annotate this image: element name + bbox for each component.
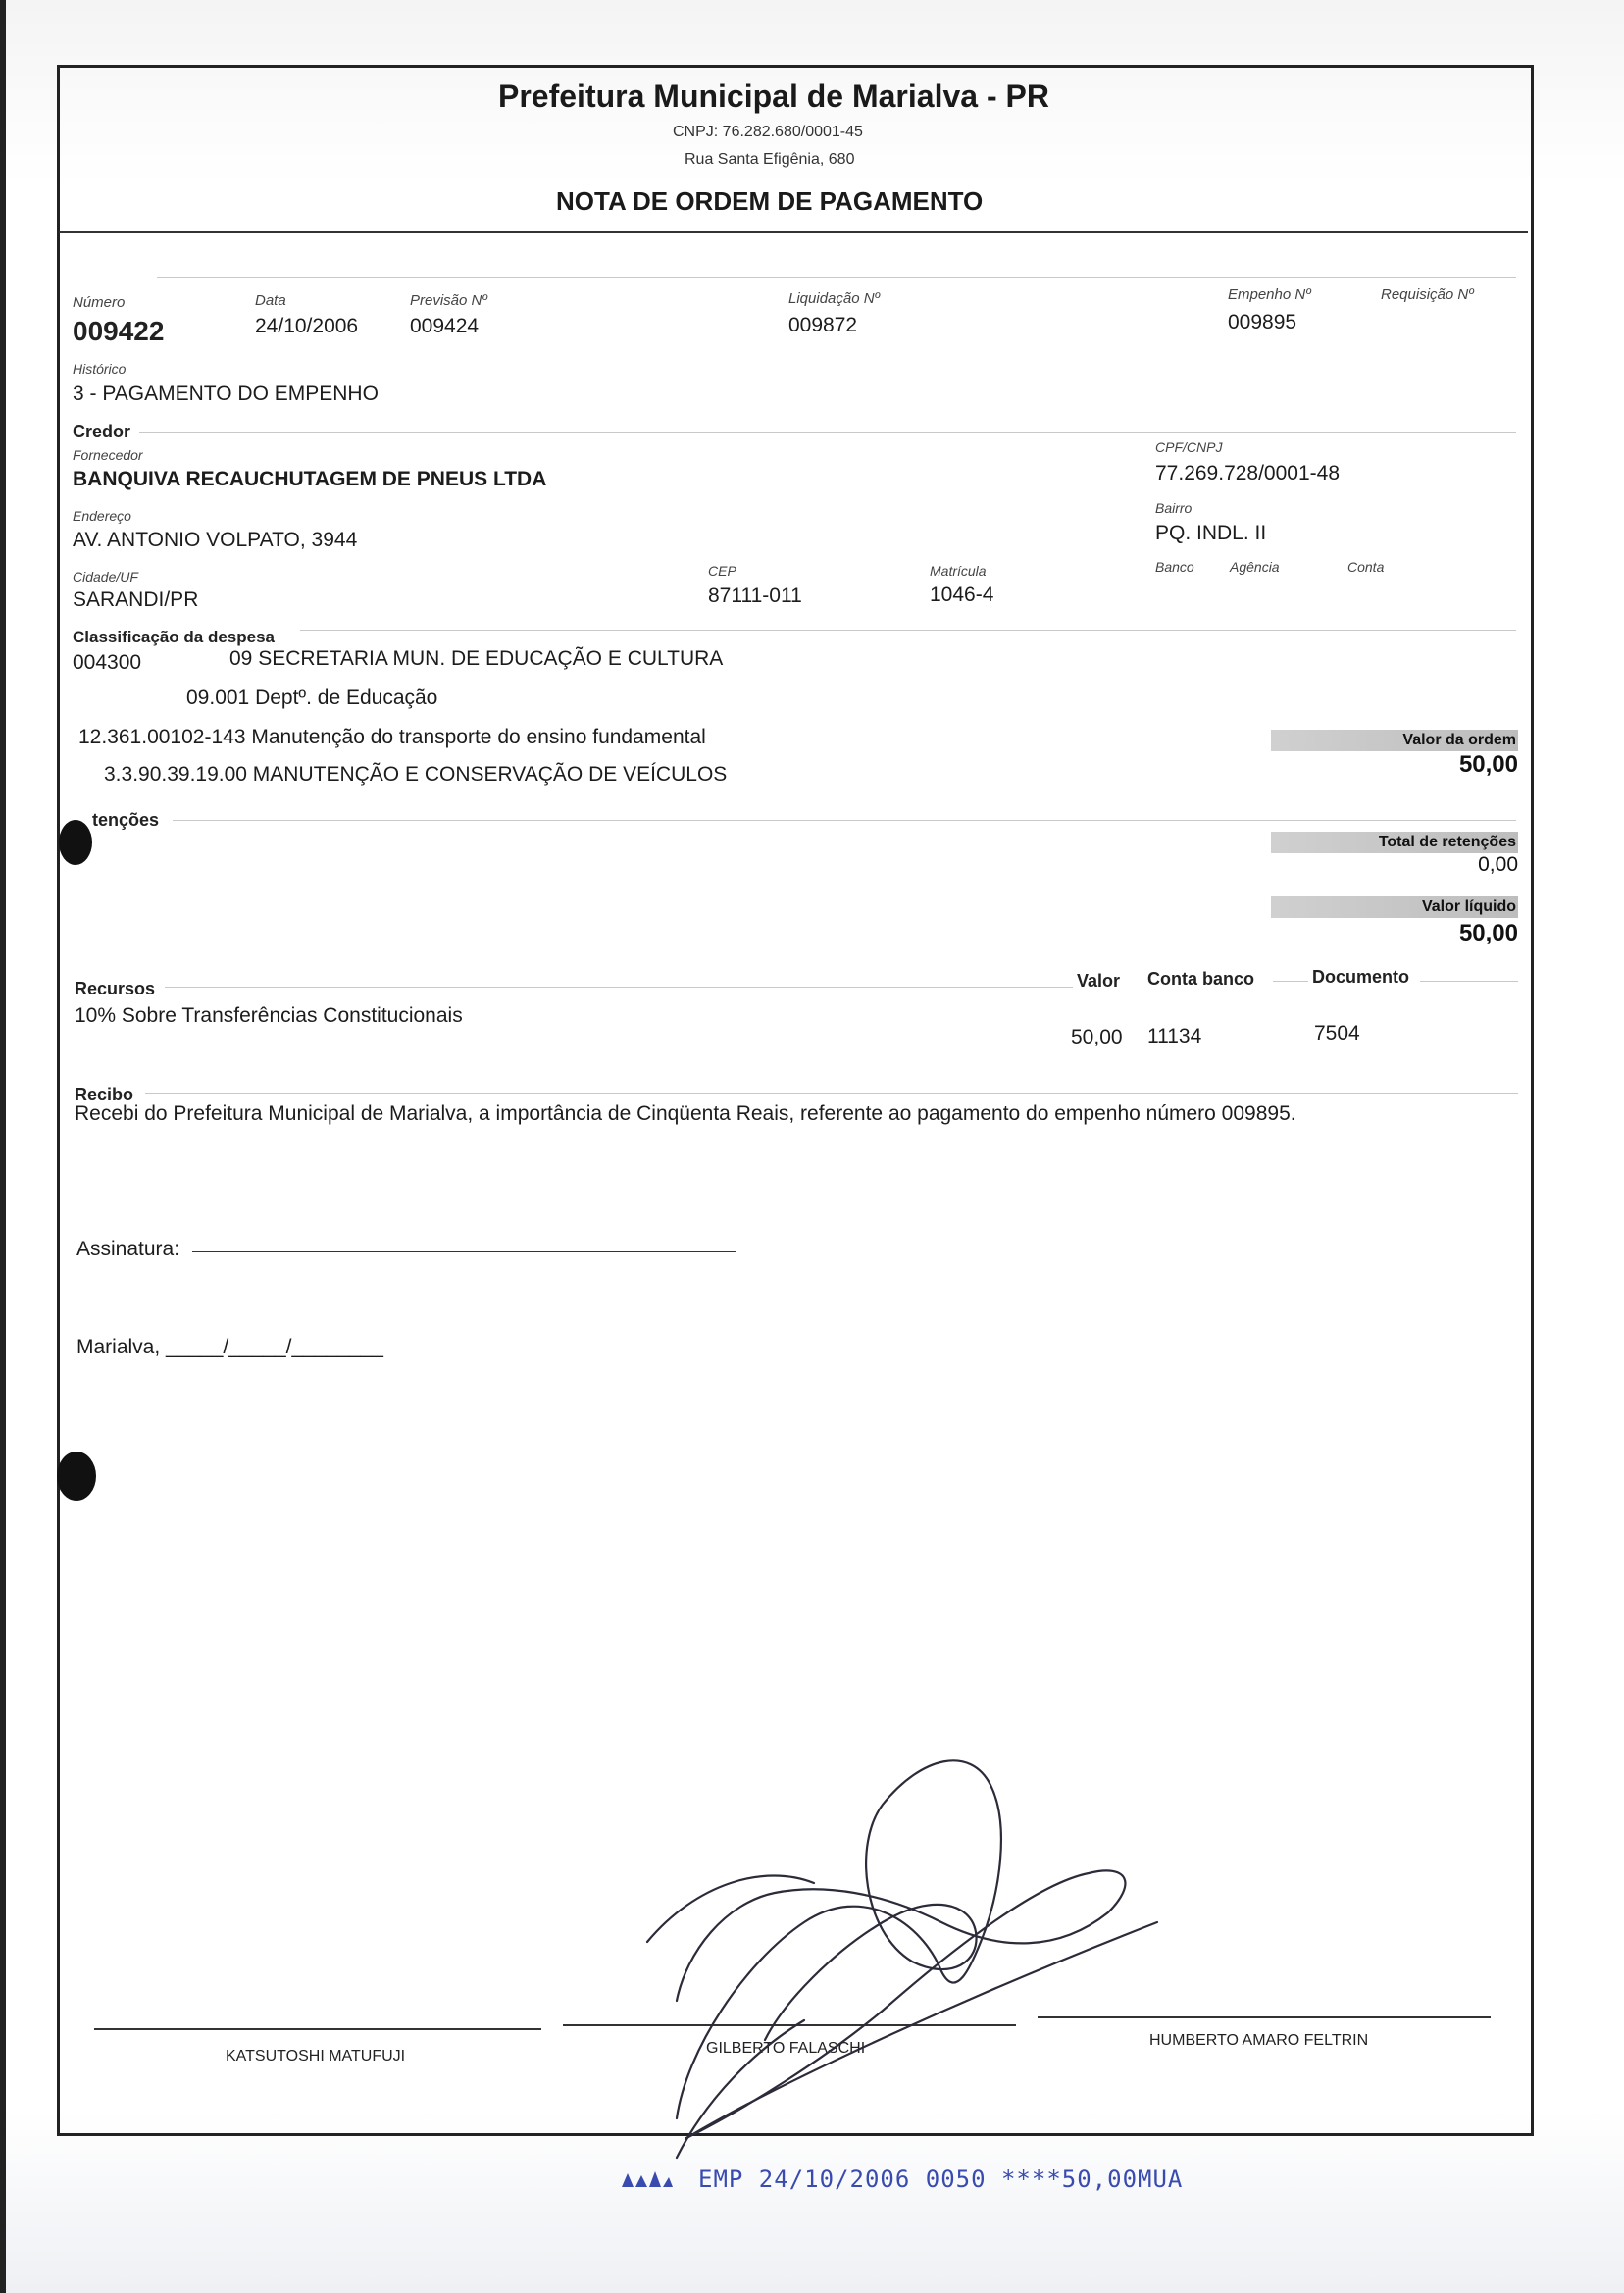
signature-name-1: KATSUTOSHI MATUFUJI (226, 2048, 406, 2064)
banco-label: Banco (1155, 559, 1194, 575)
conta-label: Conta (1347, 559, 1385, 575)
signature-name-3: HUMBERTO AMARO FELTRIN (1149, 2032, 1369, 2049)
agencia-label: Agência (1230, 559, 1280, 575)
total-retencoes-value: 0,00 (1478, 853, 1518, 876)
total-retencoes-label: Total de retenções (1378, 834, 1516, 850)
document-title: NOTA DE ORDEM DE PAGAMENTO (556, 186, 984, 216)
local-data-label: Marialva, _____/_____/________ (76, 1336, 383, 1358)
numero-label: Número (73, 294, 126, 311)
recibo-text: Recebi do Prefeitura Municipal de Marialva, a importância de Cinqüenta Reais, referente ao pagamento do empenho número 009895. (75, 1102, 1296, 1125)
assinatura-label: Assinatura: (76, 1238, 180, 1260)
recibo-section: Recibo (75, 1085, 134, 1104)
valor-liquido-label: Valor líquido (1421, 898, 1516, 915)
cep-label: CEP (708, 563, 736, 579)
data-value: 24/10/2006 (255, 315, 359, 337)
cpf-value: 77.269.728/0001-48 (1155, 462, 1341, 484)
classificacao-unidade: 09.001 Deptº. de Educação (186, 687, 438, 709)
endereco-label: Endereço (73, 508, 131, 524)
liquidacao-label: Liquidação Nº (788, 290, 881, 307)
classificacao-orgao: 09 SECRETARIA MUN. DE EDUCAÇÃO E CULTURA (229, 647, 724, 670)
recursos-section: Recursos (75, 979, 156, 998)
recursos-documento: 7504 (1314, 1022, 1360, 1045)
classificacao-section: Classificação da despesa (73, 628, 276, 646)
historico-value: 3 - PAGAMENTO DO EMPENHO (73, 382, 379, 405)
valor-ordem-label: Valor da ordem (1402, 732, 1516, 748)
matricula-label: Matrícula (930, 563, 987, 579)
recursos-descricao: 10% Sobre Transferências Constitucionais (75, 1004, 463, 1027)
matricula-value: 1046-4 (930, 584, 994, 606)
liquidacao-value: 009872 (788, 314, 858, 336)
retencoes-section: tenções (92, 810, 160, 830)
valor-liquido-value: 50,00 (1458, 920, 1518, 946)
recursos-valor-label: Valor (1077, 971, 1121, 991)
signature-name-2: GILBERTO FALASCHI (706, 2040, 866, 2057)
requisicao-label: Requisição Nº (1381, 286, 1474, 303)
recursos-valor: 50,00 (1071, 1026, 1123, 1048)
stamp-logo-icon (620, 2169, 675, 2191)
cep-value: 87111-011 (708, 585, 802, 607)
bairro-label: Bairro (1155, 500, 1193, 516)
recursos-documento-label: Documento (1312, 967, 1409, 987)
historico-label: Histórico (73, 361, 127, 377)
classificacao-code: 004300 (73, 651, 142, 674)
cidade-label: Cidade/UF (73, 569, 138, 585)
empenho-value: 009895 (1228, 311, 1297, 333)
valor-ordem-value: 50,00 (1458, 751, 1518, 778)
recursos-conta-label: Conta banco (1147, 969, 1255, 989)
recursos-conta: 11134 (1147, 1025, 1202, 1047)
cidade-value: SARANDI/PR (73, 588, 199, 611)
fornecedor-label: Fornecedor (73, 447, 143, 463)
fornecedor-value: BANQUIVA RECAUCHUTAGEM DE PNEUS LTDA (73, 468, 547, 490)
endereco-value: AV. ANTONIO VOLPATO, 3944 (73, 529, 358, 551)
numero-value: 009422 (73, 316, 165, 346)
empenho-label: Empenho Nº (1228, 286, 1311, 303)
payment-stamp: EMP 24/10/2006 0050 ****50,00MUA (698, 2166, 1184, 2193)
previsao-label: Previsão Nº (410, 292, 487, 309)
classificacao-funcional: 12.361.00102-143 Manutenção do transporte do ensino fundamental (78, 726, 706, 748)
previsao-value: 009424 (410, 315, 480, 337)
header-cnpj: CNPJ: 76.282.680/0001-45 (673, 124, 863, 140)
page-title: Prefeitura Municipal de Marialva - PR (498, 78, 1049, 114)
data-label: Data (255, 292, 286, 309)
cpf-label: CPF/CNPJ (1155, 439, 1223, 455)
header-address: Rua Santa Efigênia, 680 (685, 151, 855, 168)
credor-section: Credor (73, 422, 131, 441)
bairro-value: PQ. INDL. II (1155, 522, 1267, 544)
classificacao-elemento: 3.3.90.39.19.00 MANUTENÇÃO E CONSERVAÇÃO DE VEÍCULOS (104, 763, 728, 786)
